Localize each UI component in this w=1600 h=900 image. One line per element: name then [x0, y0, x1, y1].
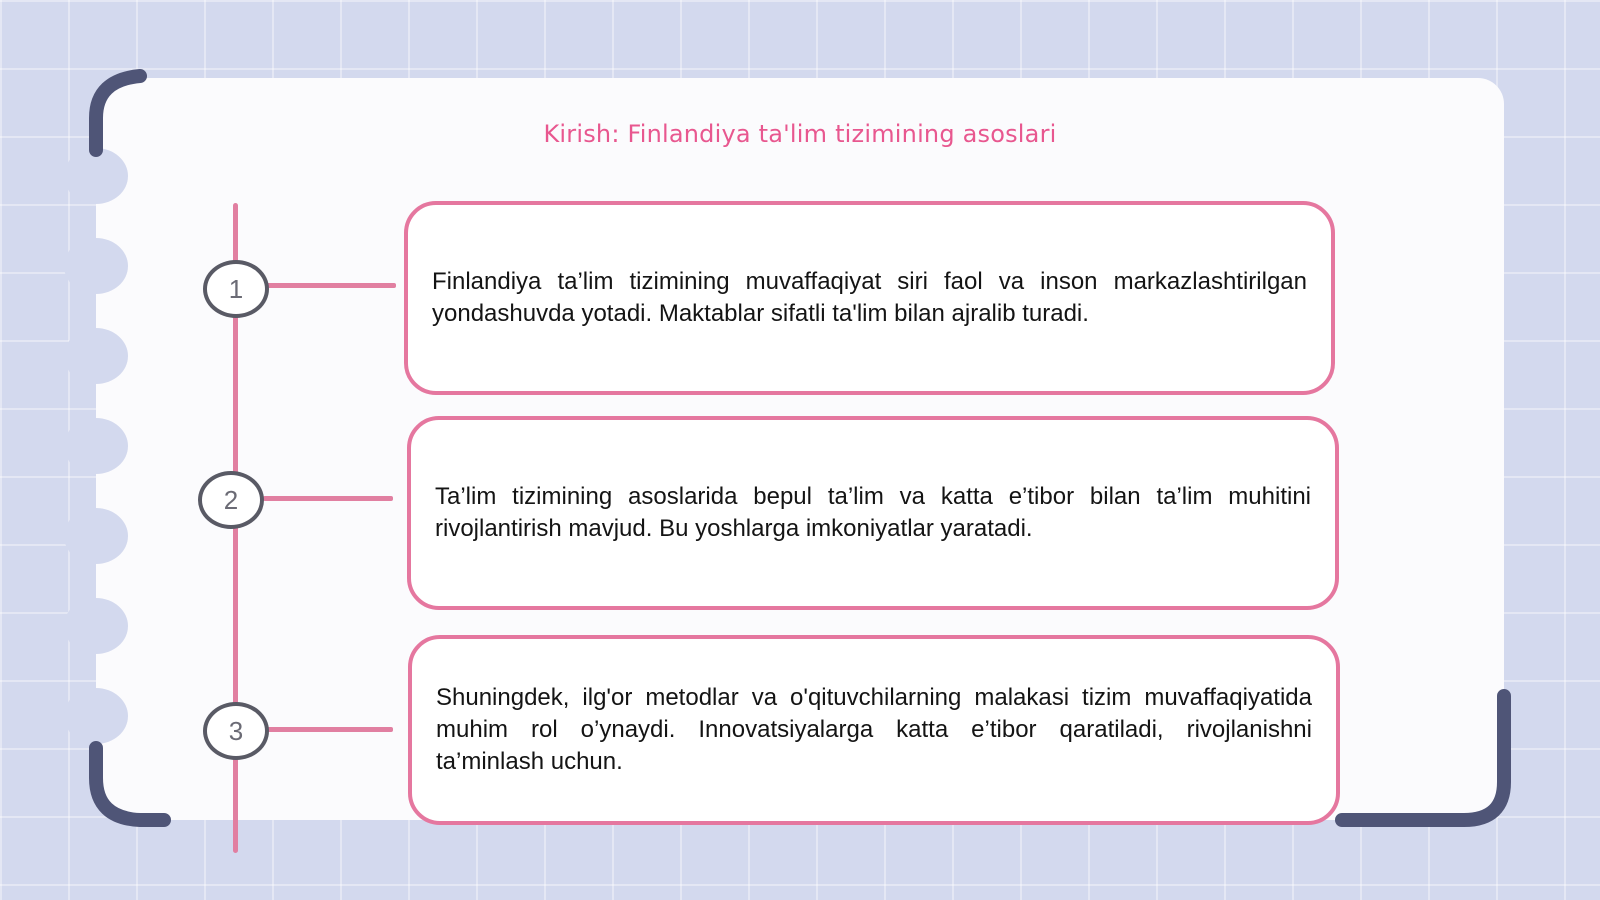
step-number-badge: 2: [198, 471, 264, 529]
step-card: [404, 201, 1335, 395]
step-text: Finlandiya ta’lim tizimining muvaffaqiyat siri faol va inson markazlashtirilgan yondashuvda yotadi. Maktablar sifatli ta'lim bilan ajralib turadi.: [432, 268, 1307, 327]
paper-scallop: [64, 688, 128, 744]
step-text: Ta’lim tizimining asoslarida bepul ta’lim va katta e’tibor bilan ta’lim muhitini rivojlantirish mavjud. Bu yoshlarga imkoniyatlar yaratadi.: [435, 483, 1311, 542]
paper-scallop: [64, 328, 128, 384]
step-number-badge: 3: [203, 702, 269, 760]
paper-scallop: [64, 148, 128, 204]
timeline-connector: [266, 727, 393, 732]
slide-title: Kirish: Finlandiya ta'lim tizimining asoslari: [543, 120, 1057, 148]
paper-scallop: [64, 238, 128, 294]
timeline-connector: [266, 283, 396, 288]
timeline-connector: [263, 496, 393, 501]
paper-scallop: [64, 418, 128, 474]
paper-scallop: [64, 598, 128, 654]
paper-scallop: [64, 508, 128, 564]
step-card: [408, 635, 1340, 825]
step-text: Shuningdek, ilg'or metodlar va o'qituvchilarning malakasi tizim muvaffaqiyatida muhim rol o’ynaydi. Innovatsiyalarga katta e’tibor qaratiladi, rivojlanishni ta’minlash uchun.: [436, 684, 1312, 775]
step-number-badge: 1: [203, 260, 269, 318]
step-card: [407, 416, 1339, 610]
